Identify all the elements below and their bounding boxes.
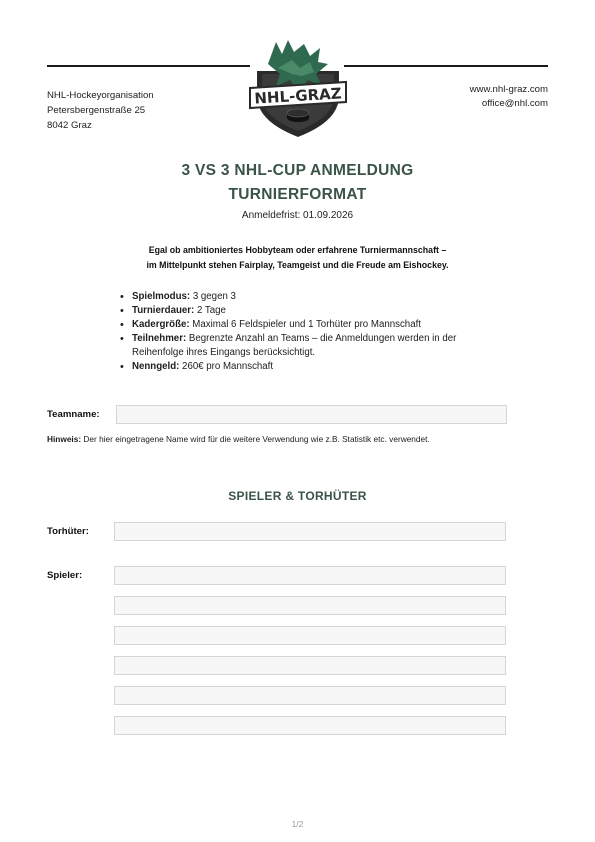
detail-item-participants [120, 332, 490, 360]
organisation-address [47, 88, 154, 133]
detail-item-game-mode [120, 290, 490, 304]
detail-value: 2 Tage [194, 305, 226, 316]
nhl-graz-logo [248, 34, 348, 142]
registration-deadline: Anmeldefrist: 01.09.2026 [241, 210, 354, 221]
contact-info [470, 83, 548, 111]
player-field-5[interactable] [114, 686, 506, 705]
address-line-city: 8042 Graz [47, 120, 92, 131]
document-title: 3 VS 3 NHL-CUP ANMELDUNG [181, 162, 414, 179]
hint-text: Der hier eingetragene Name wird für die weitere Verwendung wie z.B. Statistik etc. verwendet. [81, 434, 430, 444]
players-section-title: SPIELER & TORHÜTER [228, 489, 367, 503]
tournament-details-list [120, 290, 490, 374]
detail-label: Nenngeld: [132, 361, 180, 372]
goalie-field[interactable] [114, 522, 506, 541]
player-field-3[interactable] [114, 626, 506, 645]
nhl-graz-logo-graphic [248, 34, 348, 142]
page-number: 1/2 [291, 819, 304, 829]
detail-value: 3 gegen 3 [190, 291, 236, 302]
detail-item-entry-fee [120, 360, 490, 374]
player-field-6[interactable] [114, 716, 506, 735]
team-name-hint [47, 434, 430, 444]
team-name-field[interactable] [116, 405, 507, 424]
player-field-1[interactable] [114, 566, 506, 585]
intro-line-1: Egal ob ambitioniertes Hobbyteam oder erfahrene Turniermannschaft – [148, 245, 447, 255]
header-rule-right [344, 65, 548, 67]
hint-label: Hinweis: [47, 434, 82, 444]
address-line-street: Petersbergenstraße 25 [47, 105, 146, 116]
intro-text [0, 243, 595, 273]
detail-label: Spielmodus: [132, 291, 191, 302]
player-field-4[interactable] [114, 656, 506, 675]
detail-value: Maximal 6 Feldspieler und 1 Torhüter pro Mannschaft [189, 319, 421, 330]
address-line-name: NHL-Hockeyorganisation [47, 90, 154, 101]
document-subtitle: TURNIERFORMAT [228, 186, 367, 203]
website-link[interactable]: www.nhl-graz.com [469, 84, 548, 95]
detail-value: 260€ pro Mannschaft [179, 361, 274, 372]
detail-label: Turnierdauer: [132, 305, 195, 316]
goalie-label: Torhüter: [47, 526, 89, 537]
player-field-2[interactable] [114, 596, 506, 615]
email-link[interactable]: office@nhl.com [481, 98, 548, 109]
detail-item-roster-size [120, 318, 490, 332]
detail-label: Teilnehmer: [132, 333, 187, 344]
detail-item-duration [120, 304, 490, 318]
detail-value: Begrenzte Anzahl an Teams – die Anmeldungen werden in der Reihenfolge ihres Eingangs berücksichtigt. [132, 333, 457, 358]
players-label: Spieler: [47, 570, 83, 581]
team-name-label: Teamname: [47, 409, 100, 420]
header-rule-left [47, 65, 250, 67]
logo-text: NHL-GRAZ [253, 84, 343, 108]
detail-label: Kadergröße: [132, 319, 190, 330]
intro-line-2: im Mittelpunkt stehen Fairplay, Teamgeist und die Freude am Eishockey. [146, 260, 449, 270]
